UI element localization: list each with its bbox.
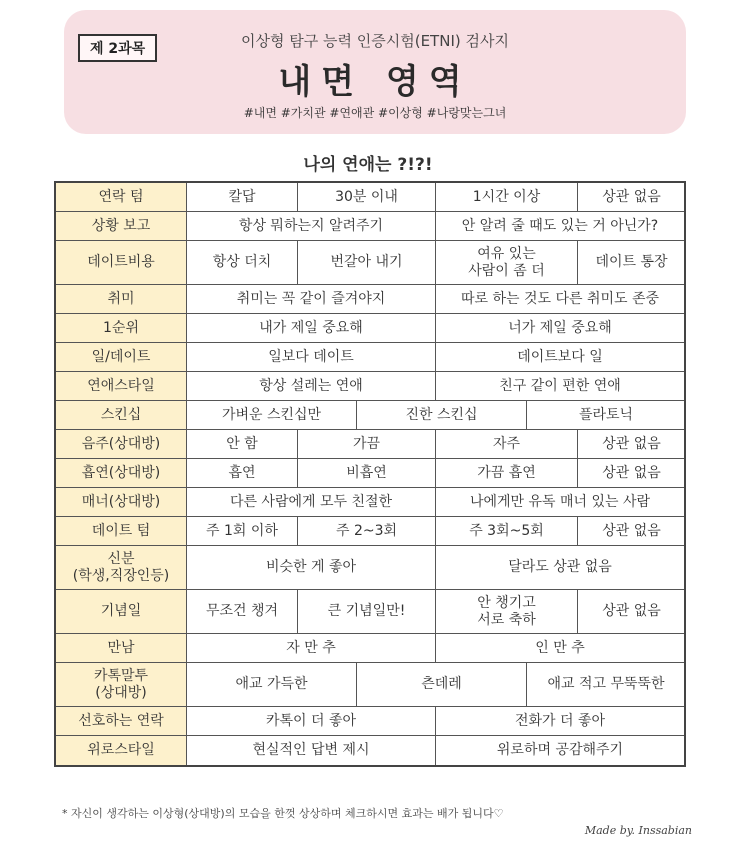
row-options [187, 343, 684, 371]
row-options [187, 488, 684, 516]
row-options [187, 183, 685, 211]
row-label: 1순위 [56, 314, 187, 342]
option-cell[interactable]: 가끔 흡연 [436, 459, 578, 487]
option-cell[interactable]: 주 1회 이하 [187, 517, 298, 545]
option-cell[interactable]: 다른 사람에게 모두 친절한 [187, 488, 436, 516]
table-row [56, 343, 684, 372]
header-banner [64, 10, 686, 134]
option-cell[interactable]: 내가 제일 중요해 [187, 314, 436, 342]
option-cell[interactable]: 츤데레 [357, 663, 527, 706]
test-title: 이상형 탐구 능력 인증시험(ETNI) 검사지 [241, 32, 509, 50]
row-label: 스킨십 [56, 401, 187, 429]
table-title: 나의 연애는 ?!?! [303, 155, 433, 175]
table-row [56, 634, 684, 663]
row-label: 위로스타일 [56, 736, 187, 765]
row-label: 흡연(상대방) [56, 459, 187, 487]
row-label: 데이트 텀 [56, 517, 187, 545]
row-options [187, 707, 684, 735]
option-cell[interactable]: 플라토닉 [578, 406, 634, 423]
table-row [56, 488, 684, 517]
table-row [56, 183, 684, 212]
option-cell[interactable]: 가벼운 스킨십만 [187, 401, 357, 429]
table-row [56, 707, 684, 736]
option-cell[interactable]: 상관 없음 [602, 603, 661, 620]
row-label: 취미 [56, 285, 187, 313]
option-cell[interactable]: 번갈아 내기 [298, 241, 436, 284]
option-cell[interactable]: 상관 없음 [602, 188, 661, 205]
hashtags: #내면 #가치관 #연애관 #이상형 #나랑맞는그녀 [243, 106, 507, 120]
table-row [56, 401, 684, 430]
option-cell[interactable]: 비흡연 [298, 459, 436, 487]
table-row [56, 546, 684, 590]
table-row [56, 314, 684, 343]
row-label: 연애스타일 [56, 372, 187, 400]
row-options [187, 314, 684, 342]
option-cell[interactable]: 상관 없음 [602, 435, 661, 452]
option-cell[interactable]: 너가 제일 중요해 [508, 319, 612, 336]
row-label: 카톡말투 (상대방) [56, 663, 187, 706]
row-options [187, 546, 684, 589]
row-options [187, 372, 684, 400]
subject-label: 제 2과목 [78, 34, 157, 62]
table-row [56, 590, 684, 634]
credit: Made by. Inssabian [584, 824, 692, 837]
option-cell[interactable]: 무조건 챙겨 [187, 590, 298, 633]
option-cell[interactable]: 취미는 꼭 같이 즐겨야지 [187, 285, 436, 313]
row-label: 신분 (학생,직장인등) [56, 546, 187, 589]
row-options [187, 663, 685, 706]
row-label: 매너(상대방) [56, 488, 187, 516]
row-options [187, 517, 685, 545]
table-row [56, 430, 684, 459]
option-cell[interactable]: 애교 가득한 [187, 663, 357, 706]
option-cell[interactable]: 안 알려 줄 때도 있는 거 아닌가? [461, 217, 659, 234]
option-cell[interactable]: 카톡이 더 좋아 [187, 707, 436, 735]
option-cell[interactable]: 자 만 추 [187, 634, 436, 662]
row-label: 상황 보고 [56, 212, 187, 240]
row-options [187, 285, 684, 313]
option-cell[interactable]: 주 3회~5회 [436, 517, 578, 545]
option-cell[interactable]: 따로 하는 것도 다른 취미도 존중 [460, 290, 660, 307]
option-cell[interactable]: 1시간 이상 [436, 183, 578, 211]
option-cell[interactable]: 가끔 [298, 430, 436, 458]
table-row [56, 372, 684, 401]
footnote: * 자신이 생각하는 이상형(상대방)의 모습을 한껏 상상하며 체크하시면 효과는 배가 됩니다♡ [62, 807, 504, 820]
option-cell[interactable]: 일보다 데이트 [187, 343, 436, 371]
row-label: 데이트비용 [56, 241, 187, 284]
option-cell[interactable]: 인 만 추 [535, 639, 585, 656]
option-cell[interactable]: 여유 있는 사람이 좀 더 [436, 241, 578, 284]
option-cell[interactable]: 칼답 [187, 183, 298, 211]
row-options [187, 459, 685, 487]
option-cell[interactable]: 흡연 [187, 459, 298, 487]
row-label: 선호하는 연락 [56, 707, 187, 735]
option-cell[interactable]: 큰 기념일만! [298, 590, 436, 633]
row-label: 연락 텀 [56, 183, 187, 211]
table-row [56, 517, 684, 546]
option-cell[interactable]: 자주 [436, 430, 578, 458]
option-cell[interactable]: 항상 더치 [187, 241, 298, 284]
option-cell[interactable]: 데이트 통장 [595, 254, 668, 271]
option-cell[interactable]: 30분 이내 [298, 183, 436, 211]
option-cell[interactable]: 상관 없음 [602, 522, 661, 539]
option-cell[interactable]: 진한 스킨십 [357, 401, 527, 429]
option-cell[interactable]: 친구 같이 편한 연애 [499, 377, 621, 394]
row-label: 음주(상대방) [56, 430, 187, 458]
row-options [187, 241, 685, 284]
option-cell[interactable]: 위로하며 공감해주기 [496, 742, 624, 759]
option-cell[interactable]: 안 챙기고 서로 축하 [436, 590, 578, 633]
checklist-table [54, 181, 686, 767]
row-label: 만남 [56, 634, 187, 662]
option-cell[interactable]: 애교 적고 무뚝뚝한 [547, 676, 665, 693]
row-label: 기념일 [56, 590, 187, 633]
table-row [56, 212, 684, 241]
option-cell[interactable]: 상관 없음 [602, 464, 661, 481]
row-options [187, 401, 685, 429]
option-cell[interactable]: 주 2~3회 [298, 517, 436, 545]
option-cell[interactable]: 비슷한 게 좋아 [187, 546, 436, 589]
row-label: 일/데이트 [56, 343, 187, 371]
table-row [56, 459, 684, 488]
option-cell[interactable]: 현실적인 답변 제시 [187, 736, 436, 765]
page-title: 내면 영역 [278, 62, 472, 102]
table-row [56, 736, 684, 765]
option-cell[interactable]: 전화가 더 좋아 [514, 712, 606, 729]
row-options [187, 212, 684, 240]
option-cell[interactable]: 항상 설레는 연애 [187, 372, 436, 400]
option-cell[interactable]: 나에게만 유독 매너 있는 사람 [469, 493, 651, 510]
option-cell[interactable]: 항상 뭐하는지 알려주기 [187, 212, 436, 240]
row-options [187, 736, 684, 765]
row-options [187, 634, 684, 662]
option-cell[interactable]: 안 함 [187, 430, 298, 458]
table-row [56, 663, 684, 707]
row-options [187, 590, 685, 633]
row-options [187, 430, 685, 458]
table-row [56, 285, 684, 314]
table-row [56, 241, 684, 285]
option-cell[interactable]: 달라도 상관 없음 [508, 559, 612, 576]
option-cell[interactable]: 데이트보다 일 [517, 348, 603, 365]
